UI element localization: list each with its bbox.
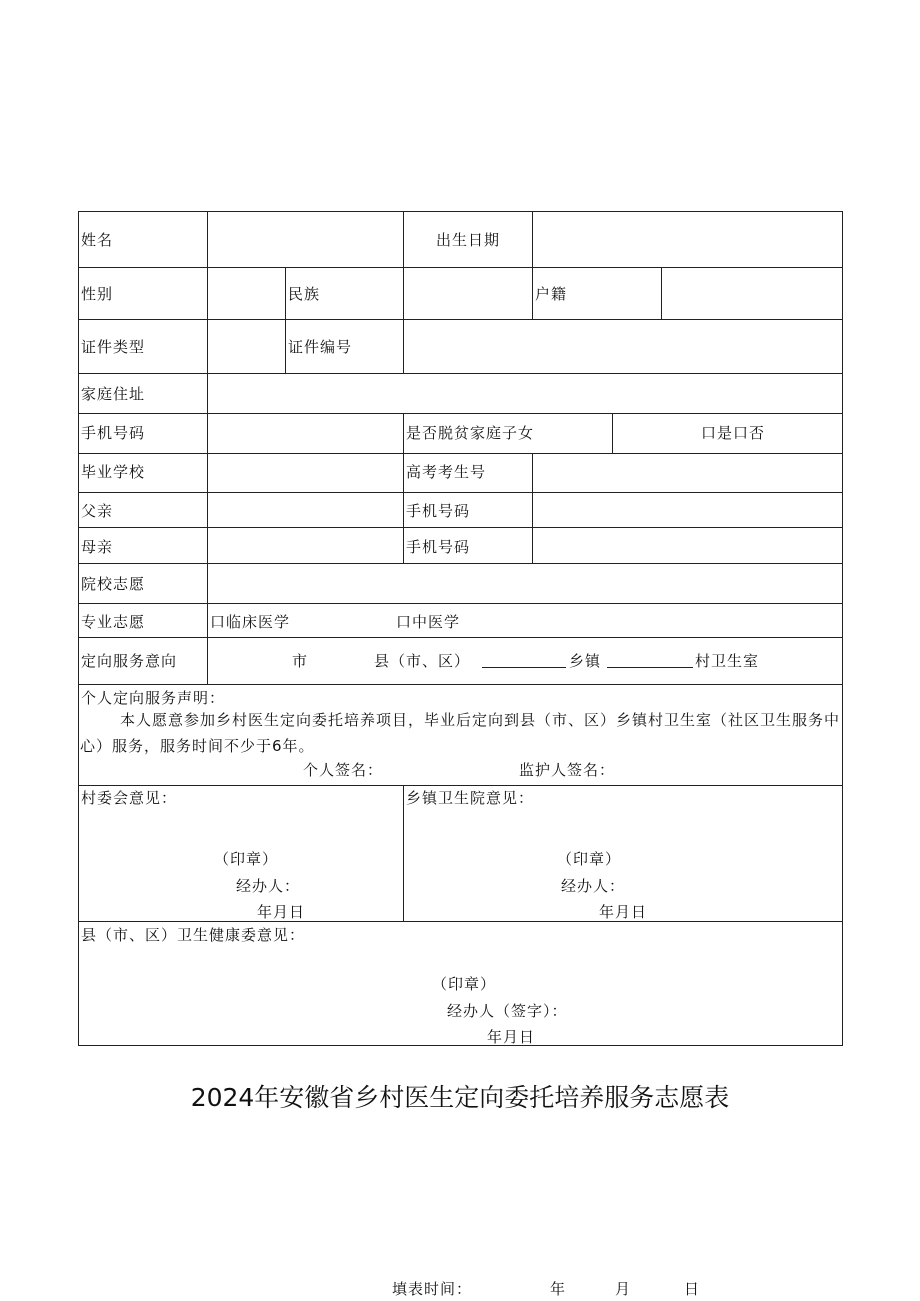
poverty-checkboxes[interactable]: 口是口否 (701, 424, 766, 442)
address-field[interactable] (208, 374, 841, 411)
id-type-label: 证件类型 (81, 338, 146, 356)
father-field[interactable] (208, 493, 402, 526)
row-divider (79, 413, 842, 414)
column-divider (612, 413, 613, 453)
service-intent-label: 定向服务意向 (81, 652, 178, 670)
town-blank-line[interactable] (482, 667, 566, 668)
village-blank-line[interactable] (607, 667, 693, 668)
phone-label: 手机号码 (81, 424, 146, 442)
mother-phone-label: 手机号码 (406, 538, 471, 556)
column-divider (403, 212, 404, 267)
fill-time-label: 填表时间： (392, 1280, 473, 1298)
row-divider (79, 921, 842, 922)
column-divider (403, 785, 404, 921)
gender-label: 性别 (81, 285, 114, 303)
column-divider (403, 413, 404, 453)
name-label: 姓名 (81, 231, 114, 249)
household-field[interactable] (662, 268, 841, 317)
fill-month: 月 (615, 1280, 632, 1298)
gender-field[interactable] (208, 268, 284, 317)
village-seal: （印章） (214, 850, 279, 868)
school-field[interactable] (208, 454, 402, 490)
fill-day: 日 (684, 1280, 701, 1298)
row-divider (79, 785, 842, 786)
row-divider (79, 603, 842, 604)
row-divider (79, 684, 842, 685)
service-village: 村卫生室 (695, 652, 760, 670)
township-handler-label: 经办人： (561, 877, 626, 895)
birth-date-label: 出生日期 (436, 231, 501, 249)
village-handler-label: 经办人： (236, 877, 301, 895)
mother-label: 母亲 (81, 538, 114, 556)
township-hospital-opinion-label: 乡镇卫生院意见： (406, 789, 535, 807)
college-choice-label: 院校志愿 (81, 575, 146, 593)
village-date: 年月日 (257, 903, 306, 921)
guardian-signature-label: 监护人签名： (519, 761, 616, 779)
column-divider (403, 453, 404, 563)
father-label: 父亲 (81, 502, 114, 520)
exam-number-field[interactable] (533, 454, 841, 490)
father-phone-label: 手机号码 (406, 502, 471, 520)
service-city: 市 (292, 652, 309, 670)
document-title: 2024年安徽省乡村医生定向委托培养服务志愿表 (190, 1083, 730, 1112)
county-health-commission-opinion-label: 县（市、区）卫生健康委意见： (81, 926, 306, 944)
statement-title: 个人定向服务声明： (81, 689, 226, 707)
county-handler-signature-label: 经办人（签字）： (447, 1002, 568, 1020)
college-choice-field[interactable] (208, 564, 841, 602)
township-date: 年月日 (599, 903, 648, 921)
township-seal: （印章） (557, 850, 622, 868)
address-label: 家庭住址 (81, 385, 146, 403)
personal-signature-label: 个人签名： (303, 761, 384, 779)
county-date: 年月日 (487, 1028, 536, 1046)
phone-field[interactable] (208, 414, 402, 451)
statement-body: 本人愿意参加乡村医生定向委托培养项目，毕业后定向到县（市、区）乡镇村卫生室（社区卫生服务中心）服务，服务时间不少于6年。 (80, 711, 841, 755)
mother-phone-field[interactable] (533, 528, 841, 562)
father-phone-field[interactable] (533, 493, 841, 526)
village-committee-opinion-label: 村委会意见： (81, 789, 178, 807)
service-county: 县（市、区） (374, 652, 471, 670)
id-type-field[interactable] (208, 320, 284, 371)
poverty-family-label: 是否脱贫家庭子女 (406, 424, 535, 442)
household-label: 户籍 (535, 285, 568, 303)
school-label: 毕业学校 (81, 463, 146, 481)
county-seal: （印章） (432, 975, 497, 993)
service-town: 乡镇 (569, 652, 602, 670)
exam-number-label: 高考考生号 (406, 463, 487, 481)
clinical-medicine-option[interactable]: 口临床医学 (210, 613, 291, 631)
birth-date-field[interactable] (533, 213, 841, 265)
fill-year: 年 (550, 1280, 567, 1298)
major-choice-label: 专业志愿 (81, 613, 146, 631)
mother-field[interactable] (208, 528, 402, 562)
name-field[interactable] (208, 213, 402, 265)
id-number-label: 证件编号 (288, 338, 353, 356)
chinese-medicine-option[interactable]: 口中医学 (396, 613, 461, 631)
row-divider (79, 637, 842, 638)
ethnicity-label: 民族 (288, 285, 321, 303)
column-divider (532, 267, 533, 319)
column-divider (285, 267, 286, 373)
id-number-field[interactable] (404, 320, 841, 371)
ethnicity-field[interactable] (404, 268, 531, 317)
